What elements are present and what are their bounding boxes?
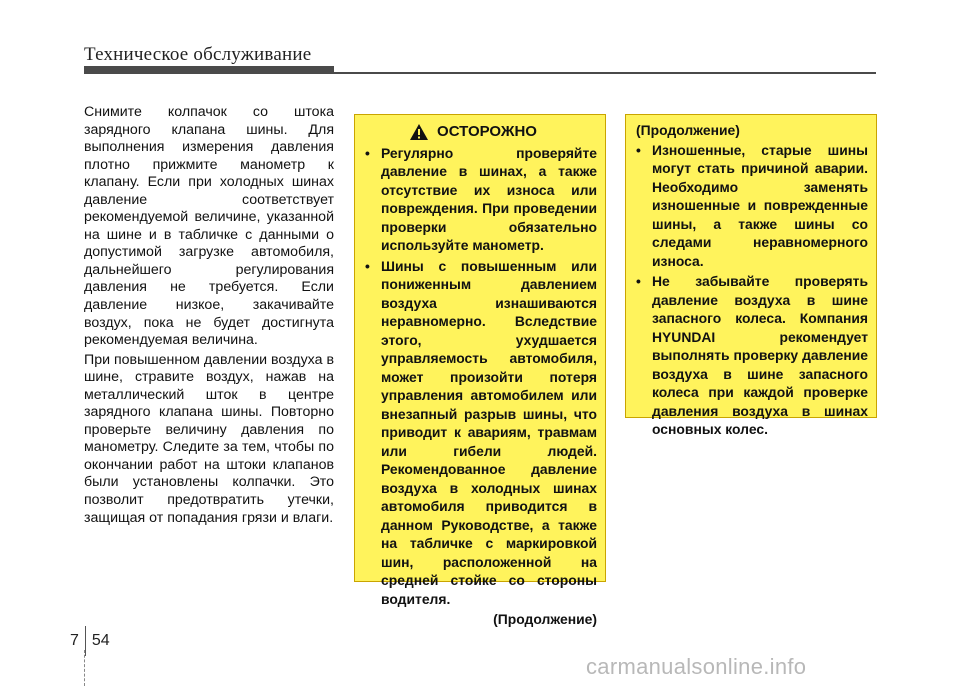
bullet-icon: • [365,257,370,274]
warning-box [354,114,606,627]
page-number [70,626,110,656]
list-item [636,141,868,271]
list-item-text: Шины с повышенным или пониженным давлением воздуха изнашиваются неравномерно. Вследствие этого, ухудшается управляемость автомобиля, может произойти потеря управления автомобилем или внезапный разрыв шины, что приводит к авариям, травмам или гибели людей. Рекомендованное давление воздуха в холодных шинах автомобиля приводится в данном Руководстве, а также на табличке с маркировкой шин, расположенной на средней стойке со стороны водителя. [381,257,597,607]
list-item [365,144,597,255]
page-number-value: 54 [91,632,110,649]
list-item [636,272,868,439]
warning-triangle-icon [409,123,429,141]
list-item [365,257,597,609]
bullet-icon: • [636,141,641,158]
list-item-text: Изношенные, старые шины могут стать причиной аварии. Необходимо заменять изношенные и поврежденные шины, а также шины со следами неравномерного износа. [652,141,868,269]
chapter-number: 7 [70,632,79,649]
warning-header [365,123,597,142]
bullet-icon: • [636,273,641,289]
list-item-text: Регулярно проверяйте давление в шинах, а также отсутствие их износа или повреждения. При проведении проверки обязательно используйте манометр. [381,144,597,253]
continuation-list [636,141,868,439]
bullet-icon: • [365,144,370,161]
continuation-title: (Продолжение) [636,122,740,138]
body-paragraph: При повышенном давлении воздуха в шине, стравите воздух, нажав на металлический шток в центре зарядного клапана шины. Повторно проверьте величину давления по манометру. Следите за тем, чтобы по окончании работ на штоки клапанов были установлены колпачки. Это позволит предотвратить утечки, защищая от попадания грязи и влаги. [84,351,334,526]
header-rule-thin [334,72,876,74]
header-rule-thick [84,66,334,74]
continuation-box [625,114,877,437]
body-paragraph: Снимите колпачок со штока зарядного клапана шины. Для выполнения измерения давления плотно прижмите манометр к клапану. Если при холодных шинах давление соответствует рекомендуемой величине, указанной на шине и в табличке с данными о допустимой загрузке автомобиля, дальнейшего регулирования давления не требуется. Если давление низкое, закачивайте воздух, пока не будет достигнута рекомендуемая величина. [84,104,334,349]
warning-title: ОСТОРОЖНО [437,123,537,140]
footer-crop-mark [84,650,86,686]
continued-label: (Продолжение) [493,611,597,627]
section-title: Техническое обслуживание [84,44,312,65]
body-text-column [84,104,334,529]
warning-list [365,144,597,609]
watermark: carmanualsonline.info [586,654,807,679]
list-item-text: Не забывайте проверять давление воздуха в шине запасного колеса. Компания HYUNDAI рекомендует выполнять проверку давление воздуха в шине запасного колеса при каждой проверке давления воздуха в шинах основных колес. [652,273,868,437]
